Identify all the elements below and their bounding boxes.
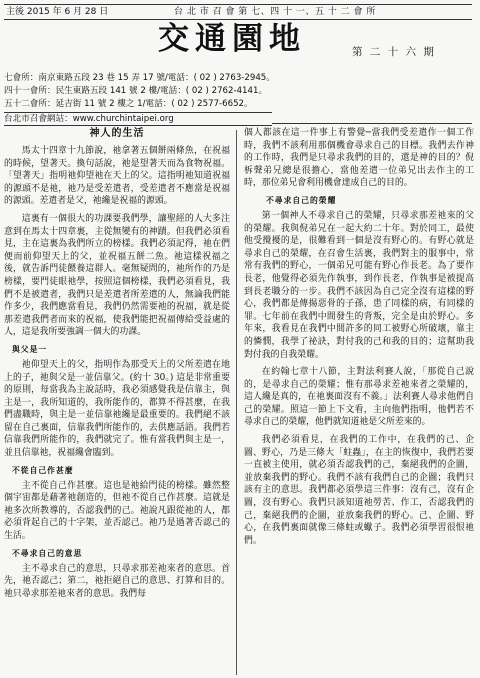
subheading-not-own-will: 不尋求自己的意思 (12, 548, 83, 558)
address-hall-7: 七會所：南京東路五段 23 巷 15 弄 17 號/電話：( 02 ) 2763-2945。 (4, 73, 275, 83)
subheading-not-own-glory: 不尋求自己的榮耀 (266, 195, 337, 205)
paragraph: 這裏有一個很大的功課要我們學，讓聖經的人大多注意到在馬太十四章裏，主從無變有的神蹟。但我們必須看見，主在這裏為我們所立的榜樣。我們必須記得，祂在們便而前仰望天上的父，並祝福五餅二魚。祂這樣祝福之後，就告訴門徒餵養這群人。毫無疑問的，祂所作的乃是榜樣，要門徒眼祂學，按照這個榜樣，我們必須看見，我們不是被遣者，我們只是差遣者所差遣的人，無論我們能作多少，我們應當看見，我們仍然需要祂的祝福，就是從那差遣我們者而來的祝福，使我們能把祝福傳給受益處的人，這是我所要強調一個大的功課。 (4, 213, 230, 338)
paragraph-continued: 個人都該在這一件事上有警覺─當我們受差遣作一個工作時，我們不該利用那個機會尋求自己的目標。我們去作神的工作時，我們是只尋求我們的目的，還是神的目的？倪柝聲弟兄總是很擔心，當他差遣一位弟兄出去作主的工時，那位弟兄會利用機會達成自己的目的。 (244, 128, 474, 189)
paragraph: 我們必須看見，在我們的工作中，在我們的己、企圖、野心，乃是三條大「蛀蟲」，在主的恢復中，我們若要一直被主使用，就必須否認我們的己，棄絕我們的企圖，並放棄我們的野心。我們不該有我們自己的企圖；我們只該有主的意思。我們都必須學這三件事：沒有己，沒有企圖，沒有野心。我們只該知道祂勞苦、作工，否認我們的己，棄絕我們的企圖，並放棄我們的野心。己、企圖、野心，在我們裏面就像三條蛀或蠍子。我們必須學習很恨祂們。 (244, 435, 474, 546)
left-column (4, 127, 230, 605)
column-divider (236, 130, 237, 675)
masthead-rule (272, 123, 472, 124)
church-website[interactable]: 台北市召會網站：www.churchintaipei.org (4, 112, 272, 126)
subheading-one-with-father: 與父是一 (12, 344, 48, 354)
church-names: 台 北 市 召 會 第 七、四 十 一、五 十 二 會 所 (174, 7, 376, 17)
issue-number: 第 二 十 六 期 (352, 46, 436, 58)
paragraph: 主不從自己作甚麼。這也是祂給門徒的榜樣。雖然整個宇宙都是藉著祂創造的，但祂不從自己作甚麼。這就是祂多次所教導的，否認我們的己。祂說凡跟從祂的人，都必須背起自己的十字架，並否認己。祂乃是過著否認己的生活。 (4, 480, 230, 542)
address-hall-41: 四十一會所：民生東路五段 141 號 2 樓/電話：( 02 ) 2762-4141。 (4, 86, 268, 96)
subheading-not-from-self: 不從自己作甚麼 (12, 465, 74, 475)
paragraph: 第一個神人不尋求自己的榮耀，只尋求那差祂來的父的榮耀。我與倪弟兄在一起大約二十年。對於同工，最使他受攪擾的是，很難看到一個是沒有野心的。有野心就是尋求自己的榮耀，在召會生活裏，我們對主的服事中，常常有我們的野心，一個弟兄可能有野心作長老。為了要作長老，他覺得必須先作執事，到作長老，作執事是被提高到長老職分的一步。我們不該因為自己完全沒有這樣的野心，我們都是傳揚惡骨的子孫，患了同樣的病，有同樣的罪。七年前在我們中間發生的背叛，完全是由於野心。多年來，我看見在我們中間許多的同工被野心所破壞，靠主的憐憫，我學了祕訣，對付我的己和我的目的；這幫助我對付我的自我榮耀。 (244, 210, 474, 360)
paragraph: 主不尋求自己的意思，只尋求那差祂來者的意思。首先，祂否認己；第二，祂拒絕自己的意思、打算和目的。祂只尋求那差祂來者的意思。我們每 (4, 563, 230, 599)
address-hall-52: 五十二會所：延吉街 11 號 2 樓之 1/電話：( 02 ) 2577-6652。 (4, 99, 253, 109)
paragraph: 在約翰七章十八節，主對法利賽人說，「那從自己說的，是尋求自己的榮耀；惟有那尋求差祂來者之榮耀的，這人纔是真的，在祂裏面沒有不義。」法利賽人尋求他們自己的榮耀。照這一節上下文看，主向他們指明，他們若不尋求自己的榮耀，他們就知道祂是父所差來的。 (244, 367, 474, 428)
masthead-top-bar (4, 4, 472, 20)
article-title: 神人的生活 (89, 128, 145, 139)
paragraph: 祂仰望天上的父，指明作為那受天上的父所差遣在地上的子，祂與父是一並信靠父。(約十 30。) 這是非常重要的原則，每當我為主說話時，我必須感覺我是信靠主，與主是一，我所知道的，我所能作的，都算不得甚麼，在我們盡職時，與主是一並信靠祂纔是最重要的。我們絕不該留在自己裏面，信靠我們所能作的，去供應話語。我們若信靠我們所能作的，我們就完了。惟有當我們與主是一，並且信靠祂，祝福纔會臨到。 (4, 359, 230, 459)
right-column (244, 127, 474, 552)
paragraph: 馬太十四章十九節說，祂拿著五個餅兩條魚，在祝福的時候，望著天。換句話說，祂是望著天而為食物祝福。「望著天」指明祂仰望祂在天上的父。這指明祂知道祝福的源頭不是祂，祂乃是受差遣者，受差遣者不應當是祝福的源頭。差遣者是父，祂纔是祝福的源頭。 (4, 146, 230, 207)
issue-date: 主後 2015 年 6 月 28 日 (6, 7, 109, 17)
newsletter-title: 交通園地 (158, 21, 306, 57)
